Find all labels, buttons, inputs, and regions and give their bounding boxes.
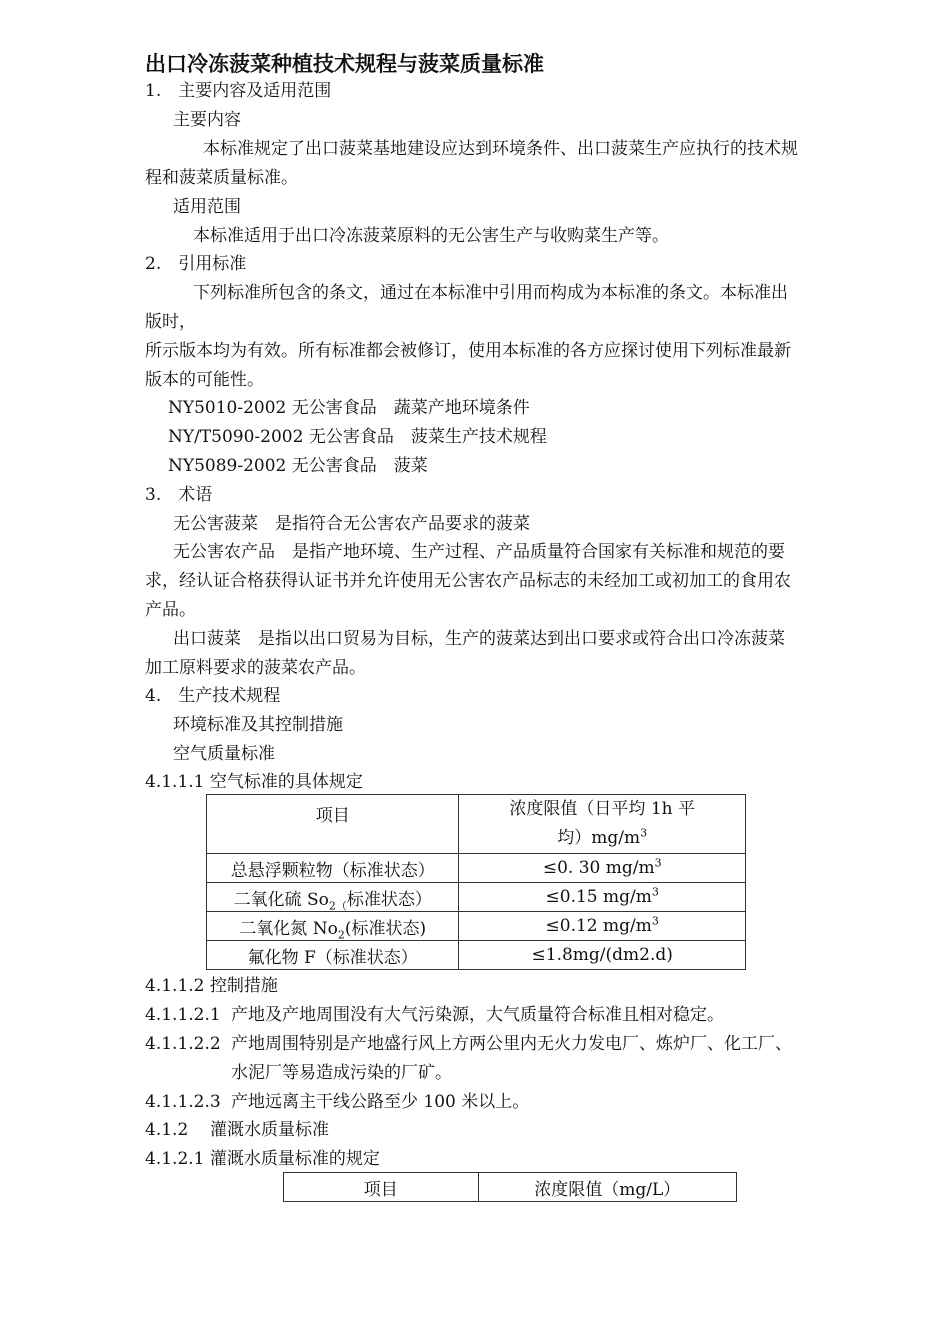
table-header-limit: 浓度限值（日平均 1h 平 均）$mg/m^3$ (459, 795, 746, 854)
paragraph-line: 产品。 (145, 600, 196, 620)
water-quality-table (283, 1172, 737, 1202)
table-header-item: 项目 (284, 1173, 479, 1202)
clause-number: 4.1.1.2.3 (145, 1092, 221, 1112)
clause-heading: 灌溉水质量标准 (210, 1120, 329, 1140)
table-cell-item: 二氧化硫 $So_{2(}$标准状态） (207, 883, 459, 912)
reference-standard: NY5089-2002 无公害食品 菠菜 (168, 456, 428, 476)
clause-heading: 4.1.1.2 控制措施 (145, 976, 278, 996)
table-cell-item: 二氧化氮 $No_2$(标准状态) (207, 912, 459, 941)
clause-heading: 4.1.2.1 灌溉水质量标准的规定 (145, 1149, 380, 1169)
reference-standard: NY5010-2002 无公害食品 蔬菜产地环境条件 (168, 398, 530, 418)
table-cell-limit: ≤0. 30 $mg/m^3$ (459, 854, 746, 883)
clause-number: 4.1.2 (145, 1120, 189, 1140)
paragraph-line: 下列标准所包含的条文，通过在本标准中引用而构成为本标准的条文。本标准出 (193, 283, 788, 303)
table-header-row (284, 1173, 737, 1202)
clause-text: 产地远离主干线公路至少 100 米以上。 (231, 1092, 530, 1112)
table-cell-item: 总悬浮颗粒物（标准状态） (207, 854, 459, 883)
table-header-limit: 浓度限值（mg/L） (478, 1173, 737, 1202)
term-definition: 无公害农产品 是指产地环境、生产过程、产品质量符合国家有关标准和规范的要 (173, 542, 785, 562)
document-title: 出口冷冻菠菜种植技术规程与菠菜质量标准 (145, 51, 544, 76)
section-1-subheading-content: 主要内容 (173, 110, 241, 130)
paragraph-line: 版本的可能性。 (145, 370, 264, 390)
table-cell-item: 氟化物 F（标准状态） (207, 941, 459, 970)
clause-heading: 4.1.1.1 空气标准的具体规定 (145, 772, 363, 792)
table-cell-limit: ≤0.15 $mg/m^3$ (459, 883, 746, 912)
clause-number: 4.1.1.2.2 (145, 1034, 221, 1054)
section-4-heading: 4. 生产技术规程 (145, 686, 281, 706)
table-row (207, 912, 746, 941)
section-1-subheading-scope: 适用范围 (173, 197, 241, 217)
paragraph-line: 版时， (145, 312, 196, 332)
paragraph-line: 本标准规定了出口菠菜基地建设应达到环境条件、出口菠菜生产应执行的技术规 (203, 139, 798, 159)
paragraph-line: 加工原料要求的菠菜农产品。 (145, 658, 366, 678)
reference-standard: NY/T5090-2002 无公害食品 菠菜生产技术规程 (168, 427, 547, 447)
clause-text: 产地周围特别是产地盛行风上方两公里内无火力发电厂、炼炉厂、化工厂、 (231, 1034, 792, 1054)
paragraph-line: 本标准适用于出口冷冻菠菜原料的无公害生产与收购菜生产等。 (193, 226, 669, 246)
table-cell-limit: ≤1.8mg/(dm2.d) (459, 941, 746, 970)
section-3-heading: 3. 术语 (145, 485, 213, 505)
paragraph-line: 所示版本均为有效。所有标准都会被修订，使用本标准的各方应探讨使用下列标准最新 (145, 341, 791, 361)
section-1-heading: 1. 主要内容及适用范围 (145, 81, 332, 101)
air-quality-table (206, 794, 746, 970)
clause-text: 水泥厂等易造成污染的厂矿。 (231, 1063, 452, 1083)
table-cell-limit: ≤0.12 $mg/m^3$ (459, 912, 746, 941)
section-2-heading: 2. 引用标准 (145, 254, 247, 274)
term-definition: 无公害菠菜 是指符合无公害农产品要求的菠菜 (173, 514, 530, 534)
table-header-item: 项目 (207, 795, 459, 854)
paragraph-line: 求，经认证合格获得认证书并允许使用无公害农产品标志的未经加工或初加工的食用农 (145, 571, 791, 591)
section-4-subheading: 空气质量标准 (173, 744, 275, 764)
table-row (207, 883, 746, 912)
table-row (207, 941, 746, 970)
term-definition: 出口菠菜 是指以出口贸易为目标，生产的菠菜达到出口要求或符合出口冷冻菠菜 (173, 629, 785, 649)
clause-text: 产地及产地周围没有大气污染源，大气质量符合标准且相对稳定。 (231, 1005, 724, 1025)
table-header-row (207, 795, 746, 854)
table-row (207, 854, 746, 883)
section-4-subheading: 环境标准及其控制措施 (173, 715, 343, 735)
clause-number: 4.1.1.2.1 (145, 1005, 221, 1025)
paragraph-line: 程和菠菜质量标准。 (145, 168, 298, 188)
